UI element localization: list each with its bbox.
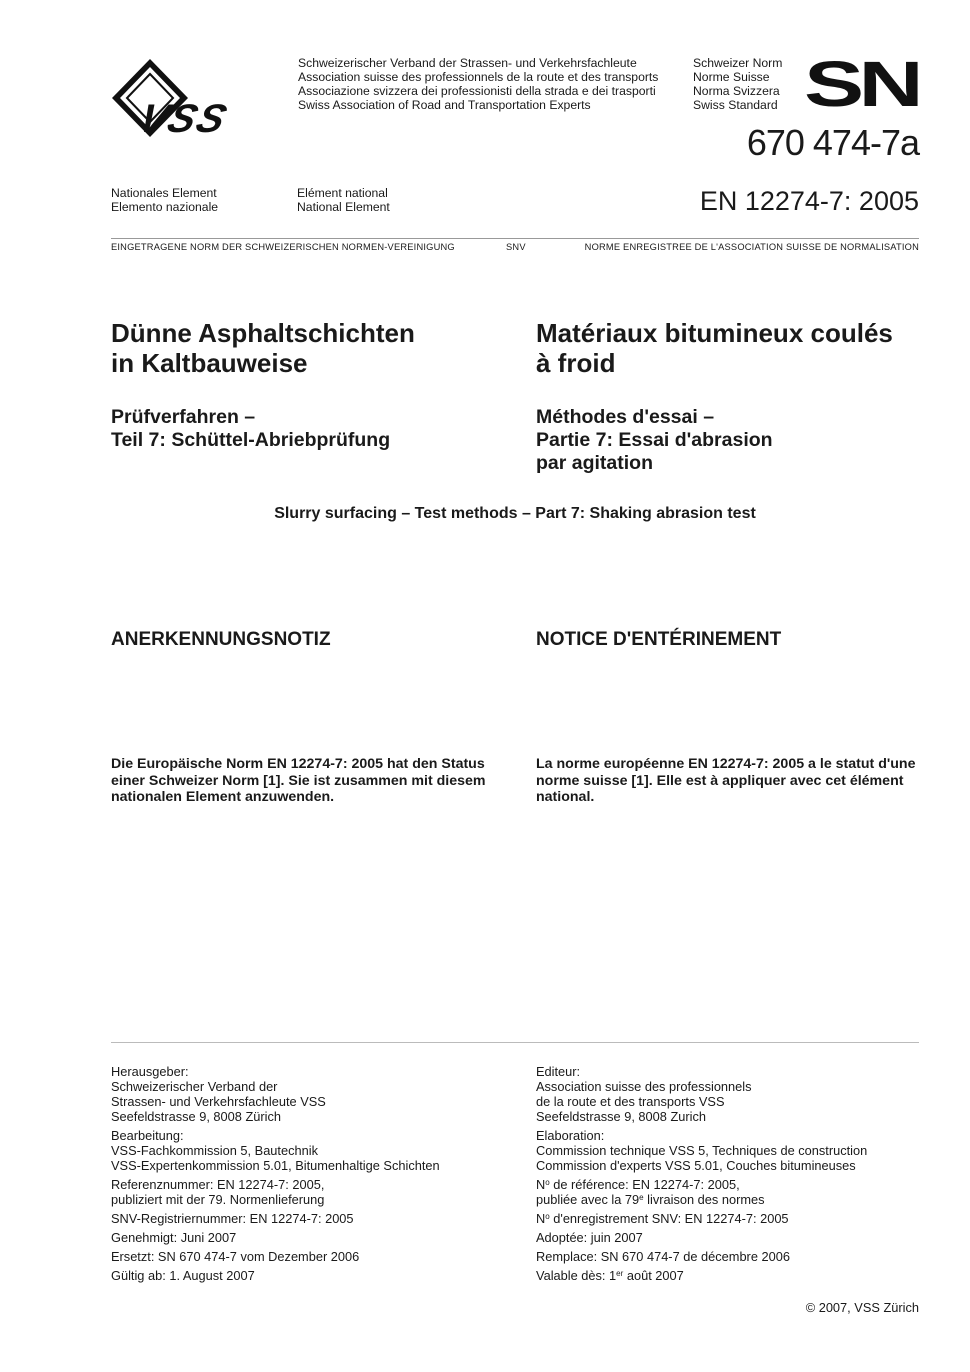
notice-heading-de: ANERKENNUNGSNOTIZ [111,629,331,650]
notice-de-line-2: einer Schweizer Norm [1]. Sie ist zusammen mit diesem [111,772,486,789]
copyright: © 2007, VSS Zürich [805,1300,919,1315]
processing-de [111,1128,440,1173]
replaces-fr: Remplace: SN 670 474-7 de décembre 2006 [536,1249,790,1264]
en-number: EN 12274-7: 2005 [699,186,919,216]
reference-fr [536,1177,867,1207]
publisher-fr-line-1: Association suisse des professionnels [536,1079,752,1094]
sn-mark-text: SN [804,58,918,108]
document-number: 670 474-7a [746,122,919,163]
title-fr-line-2: à froid [536,348,616,378]
national-element-en: National Element [297,200,390,214]
publisher-de-line-2: Strassen- und Verkehrsfachleute VSS [111,1094,326,1109]
publisher-de-line-3: Seefeldstrasse 9, 8008 Zürich [111,1109,282,1124]
publisher-fr-line-2: de la route et des transports VSS [536,1094,725,1109]
reference-fr-2-post: livraison des normes [643,1192,765,1207]
replaces-de: Ersetzt: SN 670 474-7 vom Dezember 2006 [111,1249,360,1264]
notice-de-line-3: nationalen Element anzuwenden. [111,789,335,805]
title-fr [536,318,893,378]
valid-fr-post: août 2007 [623,1268,684,1283]
norm-type-labels [693,56,782,112]
publisher-fr-label: Editeur: [536,1064,581,1079]
footer-fr [536,1064,867,1287]
reference-de-line-2: publiziert mit der 79. Normenlieferung [111,1192,325,1207]
norm-type-it: Norma Svizzera [693,84,780,98]
snv-fr-pre: N [536,1211,546,1226]
publisher-fr [536,1064,867,1124]
notice-fr-line-3: national. [536,789,595,805]
reference-fr-2-sup: e [639,1193,644,1202]
title-de [111,318,415,378]
processing-fr-label: Elaboration: [536,1128,605,1143]
subtitle-de-line-2: Teil 7: Schüttel-Abriebprüfung [111,429,391,451]
norm-type-fr: Norme Suisse [693,70,770,84]
english-title: Slurry surfacing – Test methods – Part 7: Shaking abrasion test [274,505,756,522]
footer-de [111,1064,440,1287]
publisher-de-line-1: Schweizerischer Verband der [111,1079,278,1094]
notice-heading-fr: NOTICE D'ENTÉRINEMENT [536,629,782,650]
reference-fr-1-pre: N [536,1177,546,1192]
notice-body-de [111,756,511,806]
reference-fr-2-pre: publiée avec la 79 [536,1192,640,1207]
national-element-fr-en [297,186,390,214]
valid-fr-pre: Valable dès: 1 [536,1268,617,1283]
registration-mid: SNV [506,242,526,252]
norm-type-de: Schweizer Norm [693,56,783,70]
snv-fr-post: d'enregistrement SNV: EN 12274-7: 2005 [549,1211,789,1226]
sn-mark [803,58,919,108]
footer-divider [111,1042,919,1043]
logo-wordmark: VSS [133,95,235,140]
national-element-it: Elemento nazionale [111,200,219,214]
org-line-de: Schweizerischer Verband der Strassen- und Verkehrsfachleute [298,56,637,70]
publisher-de-label: Herausgeber: [111,1064,189,1079]
subtitle-fr [536,406,773,475]
processing-fr [536,1128,867,1173]
vss-logo [109,56,291,140]
publisher-de [111,1064,440,1124]
snv-registration-de: SNV-Registriernummer: EN 12274-7: 2005 [111,1211,354,1226]
reference-fr-line-1 [536,1177,867,1192]
registration-right: NORME ENREGISTREE DE L'ASSOCIATION SUISSE DE NORMALISATION [584,242,919,252]
processing-de-label: Bearbeitung: [111,1128,184,1143]
subtitle-fr-line-3: par agitation [536,452,654,474]
processing-fr-line-1: Commission technique VSS 5, Techniques de construction [536,1143,868,1158]
org-line-en: Swiss Association of Road and Transportation Experts [298,98,591,112]
org-line-fr: Association suisse des professionnels de la route et des transports [298,70,659,84]
valid-from-de: Gültig ab: 1. August 2007 [111,1268,255,1283]
reference-fr-1-post: de référence: EN 12274-7: 2005, [549,1177,740,1192]
reference-fr-line-2 [536,1192,867,1207]
notice-fr-line-2: norme suisse [1]. Elle est à appliquer avec cet élément [536,772,904,789]
processing-fr-line-2: Commission d'experts VSS 5.01, Couches bitumineuses [536,1158,856,1173]
approved-de: Genehmigt: Juni 2007 [111,1230,237,1245]
org-line-it: Associazione svizzera dei professionisti della strada e dei trasporti [298,84,656,98]
subtitle-de [111,406,390,452]
approved-fr: Adoptée: juin 2007 [536,1230,643,1245]
sn-mark-graphic [803,58,919,108]
title-de-line-1: Dünne Asphaltschichten [111,318,415,348]
reference-fr-1-sup: o [545,1178,550,1187]
national-element-fr: Elément national [297,186,388,200]
national-element-de-it [111,186,218,214]
subtitle-de-line-1: Prüfverfahren – [111,406,256,428]
valid-from-fr [536,1268,867,1283]
registration-left: EINGETRAGENE NORM DER SCHWEIZERISCHEN NORMEN-VEREINIGUNG [111,242,455,252]
publisher-fr-line-3: Seefeldstrasse 9, 8008 Zurich [536,1109,707,1124]
snv-registration-fr [536,1211,867,1226]
reference-de-line-1: Referenznummer: EN 12274-7: 2005, [111,1177,325,1192]
notice-body-fr [536,756,936,806]
notice-fr-line-1: La norme européenne EN 12274-7: 2005 a le statut d'une [536,756,916,772]
national-element-de: Nationales Element [111,186,217,200]
vss-logo-icon [109,56,291,140]
reference-de [111,1177,440,1207]
organization-names [298,56,658,112]
subtitle-fr-line-2: Partie 7: Essai d'abrasion [536,429,773,451]
title-de-line-2: in Kaltbauweise [111,348,308,378]
subtitle-fr-line-1: Méthodes d'essai – [536,406,715,428]
valid-fr-sup: er [616,1269,624,1278]
processing-de-line-1: VSS-Fachkommission 5, Bautechnik [111,1143,318,1158]
snv-fr-sup: o [545,1212,550,1221]
processing-de-line-2: VSS-Expertenkommission 5.01, Bitumenhaltige Schichten [111,1158,440,1173]
header-divider [111,238,919,239]
title-fr-line-1: Matériaux bitumineux coulés [536,318,893,348]
norm-type-en: Swiss Standard [693,98,778,112]
notice-de-line-1: Die Europäische Norm EN 12274-7: 2005 hat den Status [111,756,485,772]
